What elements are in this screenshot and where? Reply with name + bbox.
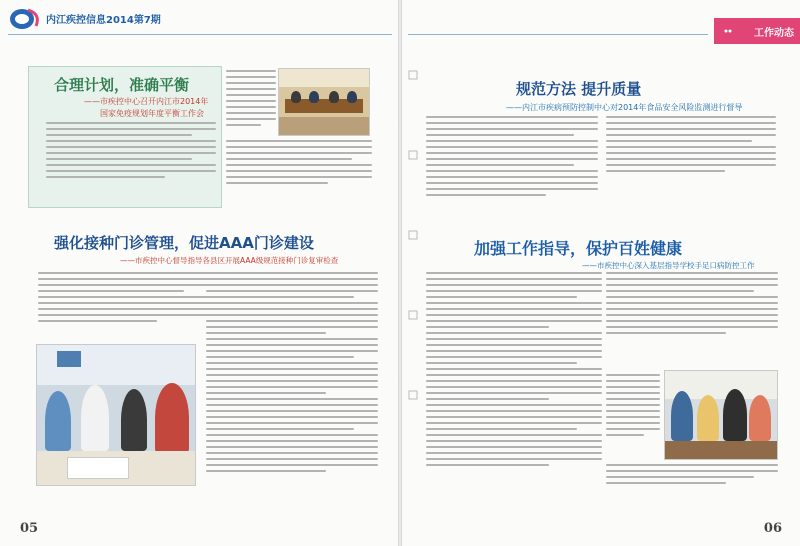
header-rule [8,34,392,35]
right-article1-body-a [426,116,598,228]
right-article1-subtitle: ——内江市疾病预防控制中心对2014年食品安全风险监测进行督导 [506,103,743,112]
square-icon [408,70,418,80]
article1-subtitle-line1: ——市疾控中心召开内江市2014年 [84,97,209,106]
article1-body-text-a [46,122,216,202]
right-article2-title: 加强工作指导，保护百姓健康 [474,239,683,258]
article1-subtitle-line2: 国家免疫规划年度平衡工作会 [100,109,204,118]
right-article1-body-b [606,116,776,204]
square-icon [408,310,418,320]
square-icon [408,230,418,240]
header-rule-right [408,34,708,35]
article2-body-text-b [206,272,378,498]
right-article2-body-a [426,272,602,498]
article1-title: 合理计划，准确平衡 [54,76,190,94]
dots-icon [724,26,734,36]
square-icon [408,150,418,160]
page-number-left: 05 [20,521,39,536]
article2-subtitle: ——市疾控中心督导指导各县区开展AAA级规范接种门诊复审检查 [120,256,339,265]
article2-title: 强化接种门诊管理，促进AAA门诊建设 [54,234,314,252]
right-article2-body-b [606,272,778,368]
page-number-right: 06 [763,521,782,536]
right-article2-body-c [606,374,660,470]
right-article2-subtitle: ——市疾控中心深入基层指导学校手足口病防控工作 [582,261,755,270]
right-article1-title: 规范方法 提升质量 [516,80,642,98]
meeting-photo [278,68,370,136]
section-tag [714,18,800,44]
clinic-inspection-photo [36,344,196,486]
article2-body-text-a [38,272,208,338]
magazine-title: 内江疾控信息2014第7期 [46,15,161,26]
right-article2-body-d [606,464,778,504]
left-page [0,0,399,546]
cdc-logo-icon [8,6,42,32]
article1-body-text-c [226,140,372,210]
square-icon [408,390,418,400]
right-page [402,0,800,546]
school-visit-photo [664,370,778,460]
section-tag-label: 工作动态 [754,28,794,39]
